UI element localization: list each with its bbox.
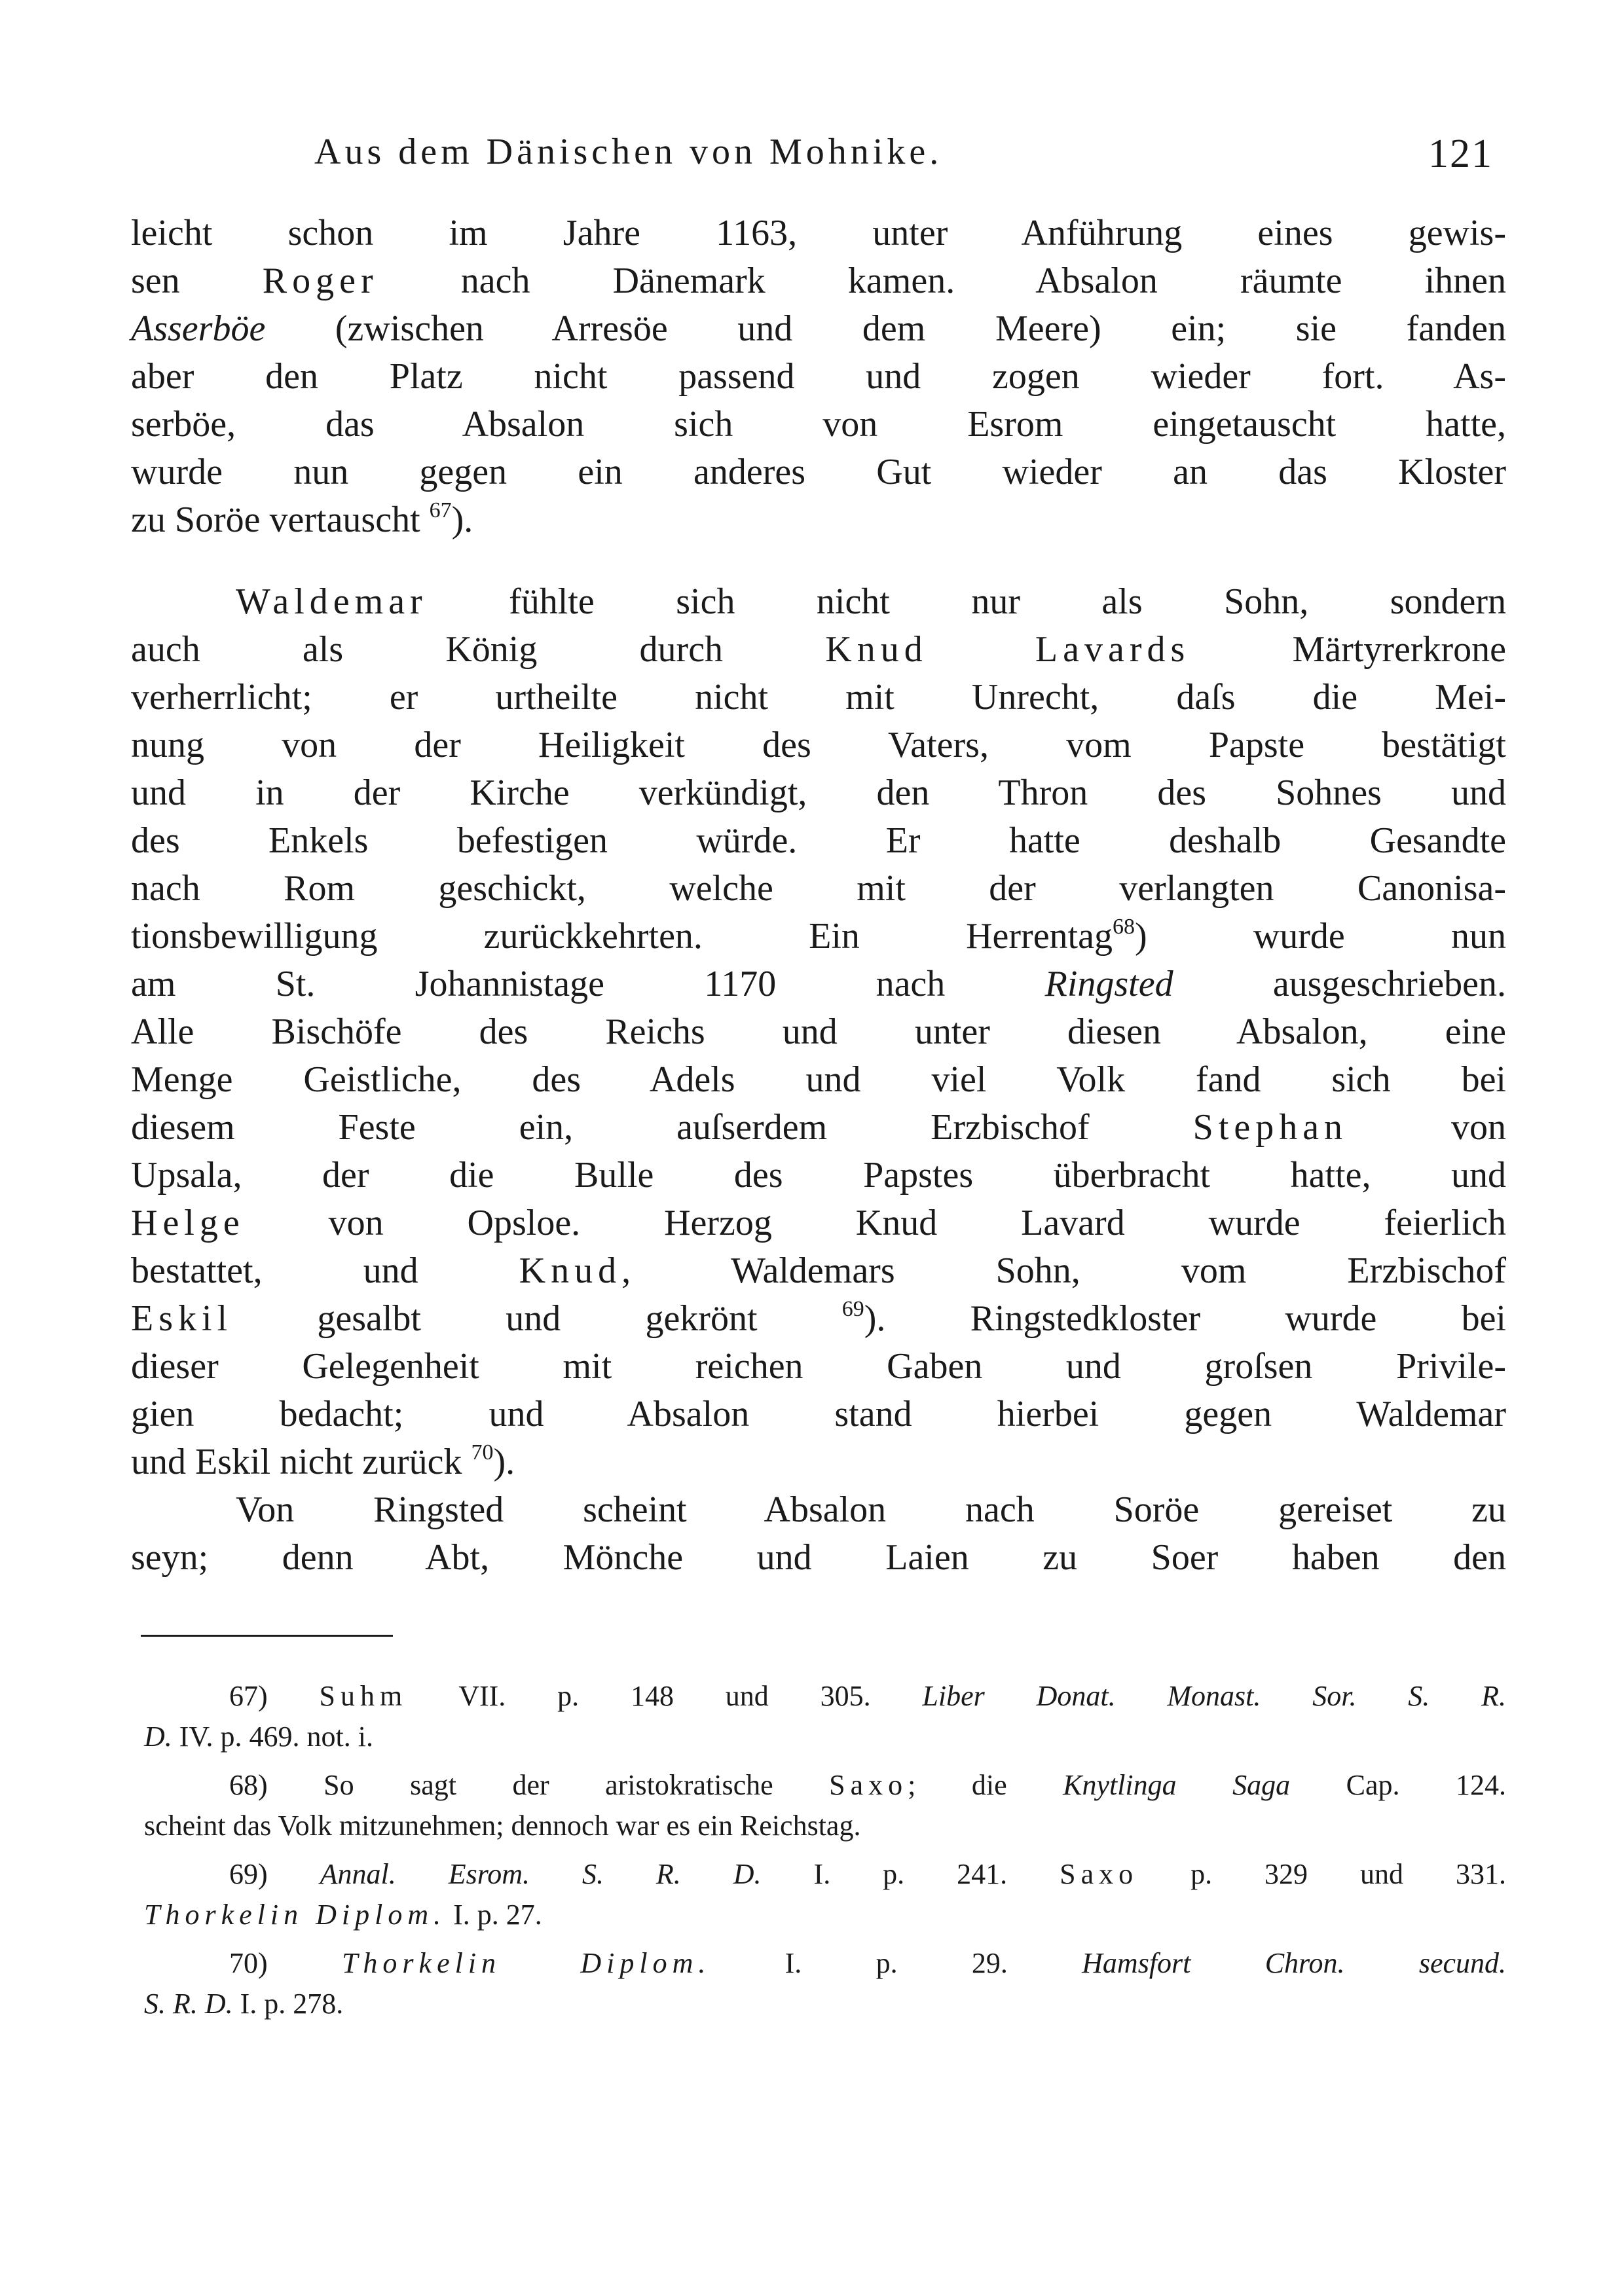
footnote-number: 67) <box>229 1680 268 1712</box>
footnote-number: 68) <box>229 1769 268 1801</box>
text-run: ; die <box>908 1769 1063 1801</box>
spaced-name: Knud Lavards <box>825 629 1190 670</box>
spaced-name: Roger <box>262 261 378 301</box>
text-line: Alle Bischöfe des Reichs und unter diesen Absalon, eine <box>131 1011 1506 1052</box>
paragraph-1 <box>131 210 1506 544</box>
footnote-number: 70) <box>229 1947 268 1979</box>
footnote-line <box>144 1984 1506 2024</box>
text-line: seyn; denn Abt, Mönche und Laien zu Soer haben den <box>131 1537 1506 1578</box>
footnote-line <box>144 1765 1506 1806</box>
text-run: bestattet, und <box>131 1250 519 1291</box>
italic-place-name: Ringsted <box>1044 964 1173 1004</box>
text-run: So sagt der aristokratische <box>267 1769 830 1801</box>
spaced-name: Stephan <box>1192 1107 1348 1148</box>
spaced-name: Suhm <box>319 1680 408 1712</box>
text-run: ausgeschrieben. <box>1173 964 1506 1004</box>
text-line: verherrlicht; er urtheilte nicht mit Unrecht, daſs die Mei- <box>131 677 1506 718</box>
text-run: I. p. 29. <box>710 1947 1082 1979</box>
spaced-name: Eskil <box>131 1298 233 1339</box>
running-title: Aus dem Dänischen von Mohnike. <box>314 132 943 172</box>
text-line: aber den Platz nicht passend und zogen wieder fort. As- <box>131 356 1506 397</box>
text-run: sen <box>131 261 263 301</box>
text-run: zu Soröe vertauscht <box>131 500 430 540</box>
footnote-69 <box>144 1854 1506 1935</box>
footnote-line: scheint das Volk mitzunehmen; dennoch war es ein Reichstag. <box>144 1810 861 1842</box>
spaced-name: Helge <box>131 1203 245 1243</box>
paragraph-3 <box>131 1486 1506 1582</box>
paragraph-2 <box>131 578 1506 1486</box>
footnote-ref-67: 67 <box>429 498 452 522</box>
text-line: Von Ringsted scheint Absalon nach Soröe gereiset zu <box>236 1489 1506 1530</box>
text-line: des Enkels befestigen würde. Er hatte deshalb Gesandte <box>131 820 1506 861</box>
text-run: Märtyrerkrone <box>1190 629 1507 670</box>
italic-citation: Thorkelin Diplom. <box>341 1947 711 1979</box>
spaced-name: Saxo <box>1060 1858 1139 1890</box>
text-line <box>131 1295 1506 1343</box>
footnote-ref-68: 68 <box>1112 915 1135 939</box>
text-line: dieser Gelegenheit mit reichen Gaben und groſsen Privile- <box>131 1346 1506 1387</box>
text-run <box>268 1680 320 1712</box>
footnote-separator-rule <box>141 1635 393 1637</box>
text-line <box>131 1104 1506 1152</box>
text-line <box>131 1247 1506 1295</box>
text-run: Cap. 124. <box>1290 1769 1506 1801</box>
text-run: ) wurde nun <box>1134 916 1506 957</box>
body-text <box>131 210 1506 1582</box>
text-run: ). <box>451 500 473 540</box>
text-line: und in der Kirche verkündigt, den Thron des Sohnes und <box>131 773 1506 813</box>
italic-citation: S. R. D. <box>144 1988 233 2020</box>
text-line: nung von der Heiligkeit des Vaters, vom Papste bestätigt <box>131 725 1506 765</box>
spaced-name: Waldemar <box>236 581 428 622</box>
italic-citation: Liber Donat. Monast. Sor. S. R. <box>922 1680 1506 1712</box>
italic-citation: Hamsfort Chron. secund. <box>1082 1947 1506 1979</box>
text-line: Menge Geistliche, des Adels und viel Volk fand sich bei <box>131 1059 1506 1100</box>
text-line: nach Rom geschickt, welche mit der verlangten Canonisa- <box>131 868 1506 909</box>
footnote-67 <box>144 1676 1506 1757</box>
text-run: ). <box>493 1442 515 1482</box>
footnote-number: 69) <box>229 1858 268 1890</box>
text-line <box>131 626 1506 674</box>
italic-citation: D. <box>144 1721 172 1753</box>
text-run: tionsbewilligung zurückkehrten. Ein Herrentag <box>131 916 1113 957</box>
text-run: ). Ringstedkloster wurde bei <box>864 1298 1506 1339</box>
text-run: nach Dänemark kamen. Absalon räumte ihnen <box>378 261 1506 301</box>
text-line: Upsala, der die Bulle des Papstes überbracht hatte, und <box>131 1155 1506 1195</box>
text-line <box>131 960 1506 1008</box>
text-run: und Eskil nicht zurück <box>131 1442 471 1482</box>
footnote-70 <box>144 1943 1506 2024</box>
text-run: VII. p. 148 und 305. <box>407 1680 923 1712</box>
text-run: I. p. 27. <box>446 1899 542 1931</box>
text-run: am St. Johannistage 1170 nach <box>131 964 1045 1004</box>
text-run: , Waldemars Sohn, vom Erzbischof <box>621 1250 1506 1291</box>
text-run: I. p. 241. <box>761 1858 1060 1890</box>
text-run: fühlte sich nicht nur als Sohn, sondern <box>427 581 1506 622</box>
text-run: gesalbt und gekrönt <box>232 1298 842 1339</box>
text-line <box>131 1438 1506 1486</box>
italic-citation: Knytlinga Saga <box>1063 1769 1291 1801</box>
text-line: leicht schon im Jahre 1163, unter Anführung eines gewis- <box>131 213 1506 253</box>
page-number: 121 <box>1428 132 1493 176</box>
text-line <box>131 913 1506 960</box>
text-run: I. p. 278. <box>232 1988 344 2020</box>
text-line: gien bedacht; und Absalon stand hierbei gegen Waldemar <box>131 1394 1506 1434</box>
italic-citation: Thorkelin Diplom. <box>144 1899 447 1931</box>
text-run: p. 329 und 331. <box>1138 1858 1507 1890</box>
footnote-line <box>144 1717 1506 1757</box>
text-line <box>131 578 1506 626</box>
text-run: von Opsloe. Herzog Knud Lavard wurde feierlich <box>244 1203 1506 1243</box>
text-line <box>131 496 1506 544</box>
text-line <box>131 1199 1506 1247</box>
text-run: (zwischen Arresöe und dem Meere) ein; sie fanden <box>265 308 1506 349</box>
text-run: von <box>1348 1107 1507 1148</box>
italic-place-name: Asserböe <box>131 308 266 349</box>
text-line <box>131 257 1506 305</box>
footnote-line <box>144 1895 1506 1935</box>
text-line: serböe, das Absalon sich von Esrom eingetauscht hatte, <box>131 404 1506 445</box>
footnote-line <box>144 1943 1506 1984</box>
footnote-68 <box>144 1765 1506 1846</box>
footnote-line <box>144 1676 1506 1717</box>
footnote-ref-70: 70 <box>471 1440 494 1465</box>
text-line <box>131 305 1506 353</box>
spaced-name: Knud <box>519 1250 622 1291</box>
text-run: IV. p. 469. not. i. <box>172 1721 373 1753</box>
text-run: diesem Feste ein, auſserdem Erzbischof <box>131 1107 1193 1148</box>
footnote-line <box>144 1854 1506 1895</box>
footnotes <box>144 1676 1506 2032</box>
spaced-name: Saxo <box>829 1769 908 1801</box>
text-line: wurde nun gegen ein anderes Gut wieder an das Kloster <box>131 452 1506 492</box>
footnote-ref-69: 69 <box>841 1297 864 1321</box>
paragraph-gap <box>131 544 1506 578</box>
page-header <box>314 131 1493 190</box>
text-run: auch als König durch <box>131 629 826 670</box>
italic-citation: Annal. Esrom. S. R. D. <box>320 1858 762 1890</box>
